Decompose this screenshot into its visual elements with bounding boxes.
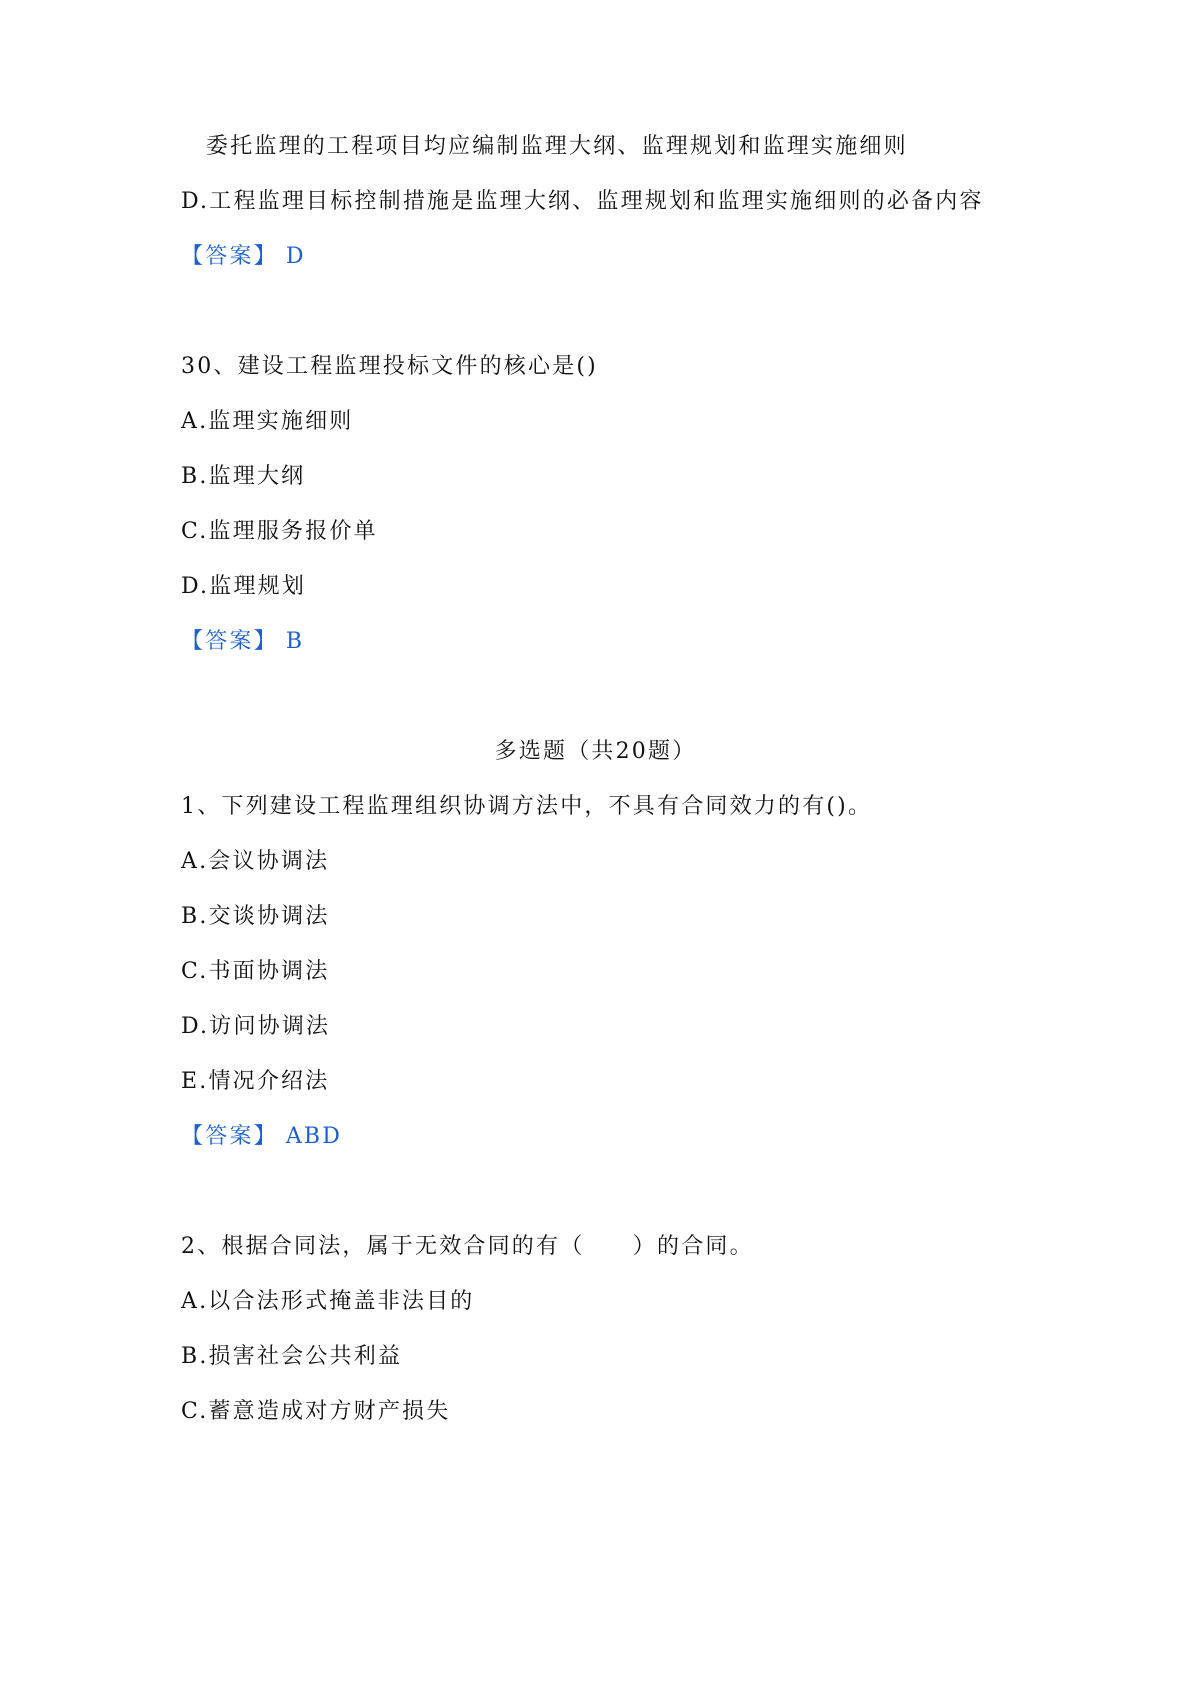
- q30-option-d: D.监理规划: [181, 574, 307, 599]
- question-30-stem: 30、建设工程监理投标文件的核心是(): [181, 354, 598, 379]
- prev-option-d: D.工程监理目标控制措施是监理大纲、监理规划和监理实施细则的必备内容: [181, 189, 984, 214]
- answer-label: 【答案】: [181, 244, 278, 269]
- answer-value: B: [285, 629, 305, 654]
- prev-answer: [181, 242, 306, 272]
- answer-label: 【答案】: [181, 1124, 278, 1149]
- multi-question-1-stem: 1、下列建设工程监理组织协调方法中，不具有合同效力的有()。: [181, 794, 873, 819]
- mq2-option-a: A.以合法形式掩盖非法目的: [181, 1289, 475, 1314]
- mq2-option-c: C.蓄意造成对方财产损失: [181, 1399, 451, 1424]
- answer-value: D: [285, 244, 306, 269]
- answer-label: 【答案】: [181, 629, 278, 654]
- q30-option-a: A.监理实施细则: [181, 409, 354, 434]
- section-title: 多选题（共20题）: [494, 739, 697, 764]
- multi-question-2-stem: 2、根据合同法，属于无效合同的有（ ）的合同。: [181, 1234, 754, 1259]
- option-c-continuation: 委托监理的工程项目均应编制监理大纲、监理规划和监理实施细则: [206, 134, 908, 159]
- mq1-option-d: D.访问协调法: [181, 1014, 331, 1039]
- answer-value: ABD: [285, 1124, 343, 1149]
- mq1-option-b: B.交谈协调法: [181, 904, 330, 929]
- q30-answer: [181, 627, 304, 657]
- mq1-answer: [181, 1122, 342, 1152]
- mq1-option-c: C.书面协调法: [181, 959, 330, 984]
- q30-option-b: B.监理大纲: [181, 464, 306, 489]
- q30-option-c: C.监理服务报价单: [181, 519, 378, 544]
- mq1-option-e: E.情况介绍法: [181, 1069, 330, 1094]
- mq2-option-b: B.损害社会公共利益: [181, 1344, 403, 1369]
- mq1-option-a: A.会议协调法: [181, 849, 330, 874]
